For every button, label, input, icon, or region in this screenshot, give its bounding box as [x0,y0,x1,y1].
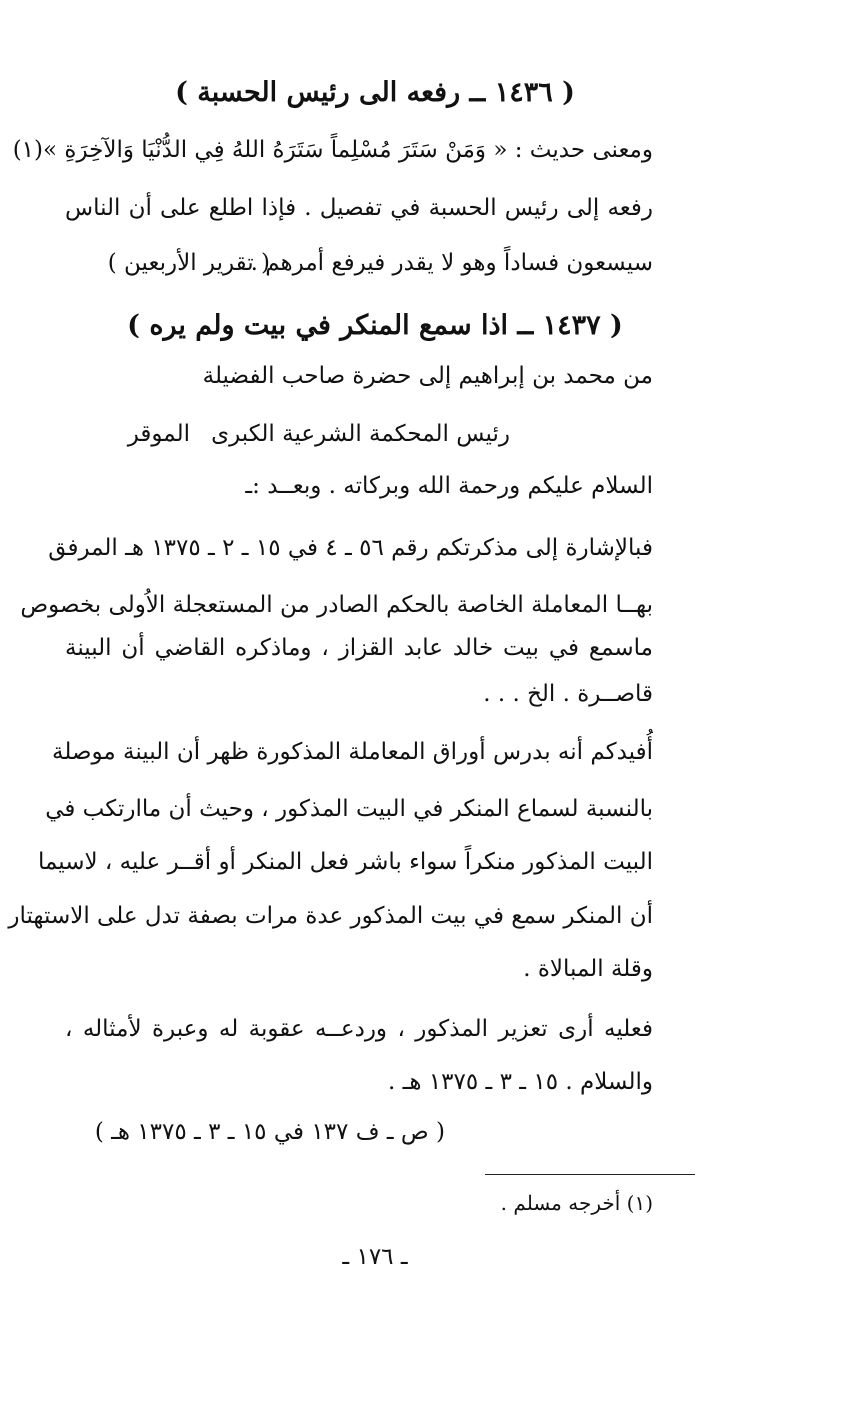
text-line: بهــا المعاملة الخاصة بالحكم الصادر من المستعجلة الاُولى بخصوص [20,592,653,618]
text-line: سيسعون فساداً وهو لا يقدر فيرفع أمرهم . [250,250,653,276]
source-note: ( تقرير الأربعين ) [107,250,270,276]
honorific: الموقر [127,421,190,447]
heading-1437: ( ١٤٣٧ ــ اذا سمع المنكر في بيت ولم يره ) [127,310,623,341]
closing-line: والسلام . ١٥ ـ ٣ ـ ١٣٧٥ هـ . [388,1069,653,1095]
footnote: (١) أخرجه مسلم . [500,1191,653,1215]
text-line: بالنسبة لسماع المنكر في البيت المذكور ، وحيث أن ماارتكب في [45,796,653,822]
reference-line: ( ص ـ ف ١٣٧ في ١٥ ـ ٣ ـ ١٣٧٥ هـ ) [94,1119,445,1145]
text-line: ماسمع في بيت خالد عابد القزاز ، وماذكره القاضي أن البينة [65,635,653,661]
heading-1436: ( ١٤٣٦ ــ رفعه الى رئيس الحسبة ) [175,77,575,108]
text-line: ومعنى حديث : « وَمَنْ سَتَرَ مُسْلِماً سَتَرَهُ اللهُ فِي الدُّنْيَا وَالآخِرَةِ »(١) [12,137,653,163]
text-line: أُفيدكم أنه بدرس أوراق المعاملة المذكورة ظهر أن البينة موصلة [52,739,653,765]
text-line: البيت المذكور منكراً سواء باشر فعل المنكر أو أقــر عليه ، لاسيما [37,849,653,875]
text-line: قاصــرة . الخ . . . [483,681,653,707]
page-number: ـ ١٧٦ ـ [342,1244,408,1270]
addressee-line: رئيس المحكمة الشرعية الكبرى [211,421,510,447]
text-line: وقلة المبالاة . [523,956,653,982]
footnote-divider [485,1174,695,1175]
text-line: رفعه إلى رئيس الحسبة في تفصيل . فإذا اطلع على أن الناس [65,195,653,221]
text-line: أن المنكر سمع في بيت المذكور عدة مرات بصفة تدل على الاستهتار [8,903,653,929]
letter-from-line: من محمد بن إبراهيم إلى حضرة صاحب الفضيلة [202,363,653,389]
text-line: فبالإشارة إلى مذكرتكم رقم ٥٦ ـ ٤ في ١٥ ـ ٢ ـ ١٣٧٥ هـ المرفق [48,535,653,561]
text-line: فعليه أرى تعزير المذكور ، وردعــه عقوبة له وعبرة لأمثاله ، [65,1016,653,1042]
greeting-line: السلام عليكم ورحمة الله وبركاته . وبعــد :ـ [245,473,653,499]
